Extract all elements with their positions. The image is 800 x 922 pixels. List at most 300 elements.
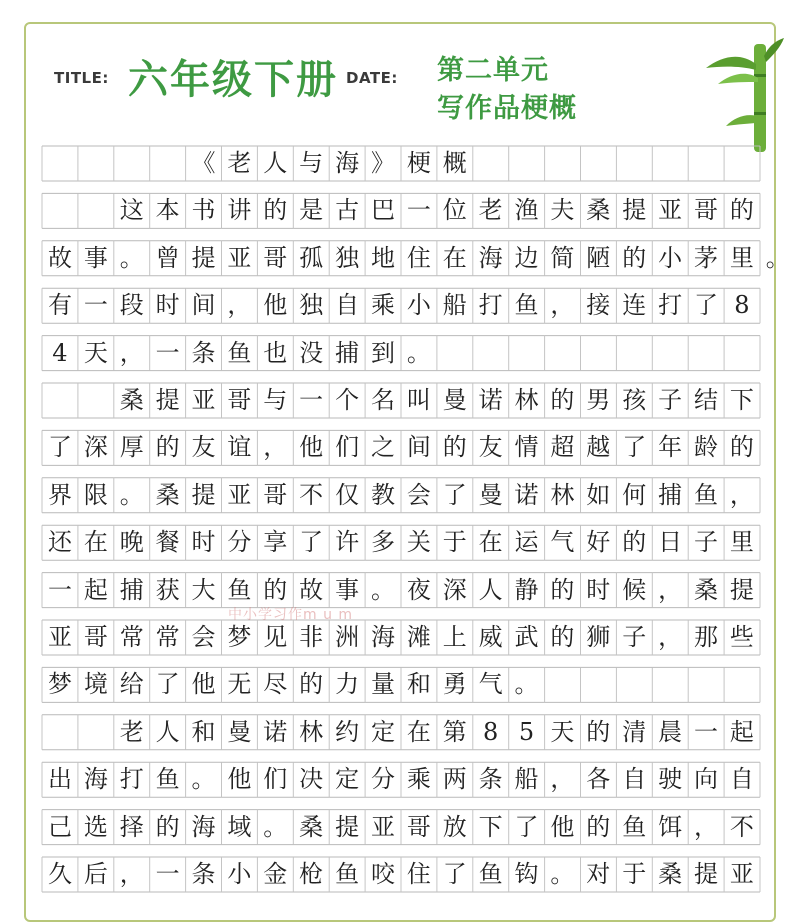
grid-char: 向 [693,765,718,794]
grid-char: 打 [478,291,503,320]
grid-char: 。 [370,575,395,604]
grid-char: 桑 [299,812,324,841]
grid-char: 间 [191,291,216,320]
grid-char: 两 [442,765,467,794]
grid-char: 一 [155,860,180,888]
grid-char: 定 [370,717,395,746]
grid-char [42,193,78,228]
grid-char: ， [729,480,754,509]
grid-char: 哥 [263,243,288,272]
grid-char: 鱼 [693,480,718,509]
essay-row [42,762,760,797]
grid-char: 年 [658,433,683,462]
grid-char: 的 [550,575,575,604]
grid-char: 8 [482,717,499,746]
grid-char: 事 [83,243,108,272]
grid-char: 条 [478,765,503,794]
grid-char: 厚 [119,433,144,462]
grid-char: 情 [514,433,539,462]
grid-char: 了 [514,812,539,841]
grid-char: 鱼 [227,338,252,367]
grid-char: 小 [658,243,683,272]
grid-char: 诺 [514,480,539,509]
grid-char: 力 [335,670,360,699]
grid-char: 狮 [586,623,611,651]
grid-char: 到 [370,338,395,367]
grid-char: 越 [586,433,611,462]
grid-char: 陋 [586,243,611,272]
grid-char: 《 [191,149,216,177]
grid-char: 人 [155,717,180,746]
grid-char: 无 [227,670,252,699]
grid-char: ， [550,765,575,794]
grid-char: 时 [586,575,611,604]
grid-char: 上 [442,623,467,651]
grid-char: 教 [370,480,395,509]
grid-char: 独 [335,243,360,272]
grid-char: 鱼 [227,575,252,604]
grid-char: 里 [729,528,754,557]
grid-char: 。 [550,860,575,888]
grid-char: 曼 [442,386,467,414]
grid-char: 结 [693,386,718,414]
grid-char: 里 [729,243,754,272]
grid-char: 下 [478,812,503,841]
grid-char: 的 [550,623,575,651]
grid-char: 了 [299,528,324,557]
grid-char: 分 [227,528,252,557]
grid-char: 气 [478,670,503,699]
grid-char: 捕 [335,338,360,367]
grid-char: 老 [227,149,252,177]
grid-char: 时 [155,291,180,320]
grid-char: 。 [119,243,144,272]
grid-char: 驶 [658,765,683,794]
grid-char: 亚 [227,243,252,272]
grid-char: 在 [406,717,431,746]
grid-char: 哥 [227,386,252,414]
grid-char: 域 [227,812,252,841]
grid-char: 小 [227,860,252,888]
grid-char: 独 [299,291,324,320]
grid-char: 之 [370,433,395,462]
grid-char: 枪 [299,860,324,888]
grid-char: 了 [622,433,647,462]
essay-row [42,288,760,323]
grid-char [42,146,78,181]
grid-char: 选 [83,812,108,841]
grid-char: 起 [83,575,108,604]
grid-char [78,146,114,181]
grid-char: 叫 [406,386,431,414]
grid-char: 桑 [658,860,683,888]
grid-char: 船 [442,291,467,320]
grid-char: 林 [514,386,539,414]
grid-char: 武 [514,623,539,651]
grid-char: 提 [693,860,718,888]
date-label: DATE: [346,69,398,87]
grid-char [78,715,114,750]
grid-char: 他 [299,433,324,462]
grid-char: 后 [83,860,108,888]
grid-char: 钩 [514,860,539,888]
grid-char: 曼 [227,717,252,746]
grid-char: 一 [47,575,72,604]
grid-char: 夜 [406,575,431,604]
grid-char: 亚 [227,480,252,509]
grid-char: 餐 [155,528,180,557]
grid-char: 自 [335,291,360,320]
grid-char: ， [693,812,718,841]
grid-char: 如 [586,480,611,509]
grid-char: 事 [335,575,360,604]
grid-char: 桑 [119,386,144,414]
grid-char: 常 [119,623,144,651]
grid-char: 的 [622,243,647,272]
grid-char: 约 [335,717,360,746]
grid-char: 8 [734,291,750,320]
grid-char: ， [658,623,683,651]
grid-char: 一 [693,717,718,746]
grid-char: 鱼 [514,291,539,320]
grid-char: 条 [191,860,216,888]
grid-char: 的 [155,433,180,462]
grid-char: 谊 [227,433,252,462]
grid-char: 子 [693,528,718,557]
grid-char: 有 [47,291,72,320]
grid-char: 男 [586,386,611,414]
grid-char: 界 [47,480,72,509]
title-label: TITLE: [54,69,109,87]
grid-char: 限 [83,480,108,509]
unit-label: 第二单元 [437,55,549,86]
grid-char: 不 [299,480,324,509]
grid-char: ， [550,291,575,320]
grid-char: 那 [693,623,718,651]
grid-char: 非 [299,623,324,651]
grid-char: 夫 [550,196,575,225]
grid-char: 小 [406,291,431,320]
grid-char: 海 [335,149,360,177]
grid-char: 鱼 [155,765,180,794]
grid-char: 提 [191,243,216,272]
grid-char: 与 [263,386,288,414]
grid-char: 子 [622,623,647,651]
grid-char: 林 [550,480,575,509]
grid-char: 。 [765,243,790,272]
grid-char: 好 [586,528,611,557]
grid-char [78,383,114,418]
grid-char: 会 [191,623,216,651]
grid-char: 了 [47,433,72,462]
grid-char: 鱼 [478,860,503,888]
grid-char: 本 [155,196,180,225]
grid-char: 己 [47,812,72,841]
grid-char: ， [658,575,683,604]
grid-char: 还 [47,528,72,557]
grid-char: 地 [370,243,395,272]
grid-char: 捕 [658,480,683,509]
grid-char: 住 [406,243,431,272]
grid-char: 4 [52,338,68,367]
grid-char: 在 [442,243,467,272]
assignment-label: 写作品梗概 [437,93,577,124]
grid-char: 享 [263,528,288,557]
grid-char: 。 [191,765,216,794]
grid-char: 梗 [406,149,431,177]
grid-char: 茅 [693,243,718,272]
grid-char: 哥 [263,480,288,509]
grid-char: 讲 [227,196,252,225]
grid-char: 友 [191,433,216,462]
grid-char: 的 [263,575,288,604]
watermark: 中小学习作m u m [228,607,354,623]
grid-char: 了 [442,480,467,509]
grid-char: 了 [693,291,718,320]
essay-row [42,667,760,702]
grid-char: 段 [119,291,144,320]
grid-char: 个 [335,386,360,414]
grid-char: 位 [442,196,467,225]
grid-char: 各 [586,765,611,794]
grid-char: 。 [514,670,539,699]
grid-char: 在 [478,528,503,557]
grid-char: 的 [299,670,324,699]
grid-char: 日 [658,528,683,557]
grid-char: 一 [155,338,180,367]
grid-char: 提 [729,575,754,604]
grid-char: 静 [514,575,539,604]
essay-row [42,478,760,513]
grid-char [42,715,78,750]
grid-char: 子 [658,386,683,414]
grid-char: 多 [370,528,395,557]
grid-char: 人 [263,149,288,177]
grid-char: 量 [370,670,395,699]
writing-grid [42,146,790,904]
grid-char: 些 [729,623,754,651]
grid-char: 和 [191,717,216,746]
grid-char: 巴 [370,196,395,225]
grid-char: 老 [478,196,503,225]
essay-row [42,715,760,750]
grid-char: 故 [299,575,324,604]
grid-char: 下 [729,386,754,414]
grid-char: 书 [191,196,216,225]
grid-char: 关 [406,528,431,557]
grid-char: 给 [119,670,144,699]
grid-char: 深 [83,433,108,462]
grid-char: 边 [514,243,539,272]
bamboo-icon [700,34,784,150]
grid-char: 孩 [622,386,647,414]
grid-char: 常 [155,623,180,651]
grid-char: 久 [47,860,72,888]
grid-char: 海 [478,243,503,272]
grid-char: 间 [406,433,431,462]
grid-char: 古 [335,196,360,225]
grid-char: 》 [370,149,395,177]
grid-char: 第 [442,717,467,746]
grid-char: 住 [406,860,431,888]
grid-char: 金 [263,860,288,888]
grid-char: 哥 [406,812,431,841]
grid-char: 和 [406,670,431,699]
grid-char: 清 [622,717,647,746]
grid-char: 一 [299,386,324,414]
grid-char: 这 [119,196,144,225]
essay-row [42,525,760,560]
grid-char: 提 [335,812,360,841]
grid-char [114,146,150,181]
grid-char: 候 [622,575,647,604]
grid-char: 的 [729,196,754,225]
grid-char: 大 [191,575,216,604]
grid-char: 哥 [83,623,108,651]
grid-char: 运 [514,528,539,557]
grid-char: 孤 [299,243,324,272]
grid-char: 龄 [693,433,718,462]
grid-char: 桑 [586,196,611,225]
essay-row [42,857,760,892]
grid-char: 的 [729,433,754,462]
grid-char: 。 [263,812,288,841]
grid-char: 提 [191,480,216,509]
grid-char: 择 [119,812,144,841]
grid-char: 他 [550,812,575,841]
grid-char [78,193,114,228]
grid-char: 渔 [514,196,539,225]
grid-char: 鱼 [622,812,647,841]
grid-char: 勇 [442,670,467,699]
grid-char: 是 [299,196,324,225]
grid-char: 亚 [370,812,395,841]
grid-char: 自 [622,765,647,794]
essay-row [42,620,760,655]
grid-char: 尽 [263,670,288,699]
worksheet-header [24,22,776,146]
grid-char: 对 [586,860,611,888]
grid-char: 见 [263,623,288,651]
grid-char: 简 [550,243,575,272]
grid-char: 概 [442,149,467,177]
grid-char: ， [227,291,252,320]
grid-char: ， [119,860,144,888]
grid-char: 船 [514,765,539,794]
grid-char: 自 [729,765,754,794]
grid-char: 晚 [119,528,144,557]
grid-char: 乘 [406,765,431,794]
grid-char: 的 [155,812,180,841]
grid-char: 会 [406,480,431,509]
grid-char: 获 [155,575,180,604]
grid-char: 的 [550,386,575,414]
grid-char: 亚 [658,196,683,225]
grid-char: 诺 [263,717,288,746]
grid-char: 与 [299,149,324,177]
grid-char: 他 [227,765,252,794]
grid-char: 深 [442,575,467,604]
grid-char: 何 [622,480,647,509]
grid-char: 人 [478,575,503,604]
grid-char: 5 [518,717,535,746]
grid-char: 也 [263,338,288,367]
grid-char: 老 [119,717,144,746]
grid-char: 许 [335,528,360,557]
grid-char: 友 [478,433,503,462]
grid-char: 一 [406,196,431,225]
grid-char: 他 [191,670,216,699]
grid-char: 放 [442,812,467,841]
grid-char: 桑 [693,575,718,604]
grid-char: 提 [622,196,647,225]
grid-char [150,146,186,181]
grid-char [42,383,78,418]
grid-char: 咬 [370,860,395,888]
grid-char: 提 [155,386,180,414]
grid-char: 。 [119,480,144,509]
grid-char: 海 [83,765,108,794]
grid-char: 一 [83,291,108,320]
grid-char: 的 [586,812,611,841]
grid-char: 条 [191,338,216,367]
grid-char: 接 [586,291,611,320]
grid-char: 的 [622,528,647,557]
grid-char: 故 [47,243,72,272]
grid-char: 连 [622,291,647,320]
grid-char: 饵 [658,812,683,841]
grid-char: 晨 [658,717,683,746]
grid-char: 了 [155,670,180,699]
grid-char: 超 [550,433,575,462]
grid-char: 于 [442,528,467,557]
grid-char: 仅 [335,480,360,509]
essay-row [42,383,760,418]
grid-char: 的 [442,433,467,462]
grid-char: 在 [83,528,108,557]
grid-char: 们 [335,433,360,462]
grid-char: 天 [550,717,575,746]
grid-char: 定 [335,765,360,794]
essay-row [42,573,760,608]
grid-char: ， [119,338,144,367]
grid-char: 没 [299,338,324,367]
grid-char: 桑 [155,480,180,509]
grid-char: 鱼 [335,860,360,888]
essay-title-row [42,146,760,181]
essay-row [42,430,760,465]
essay-row [42,241,790,276]
grid-char: 林 [299,717,324,746]
grid-char: 境 [83,670,108,699]
grid-char: 了 [442,860,467,888]
grid-char: 打 [658,291,683,320]
grid-char: 决 [299,765,324,794]
essay-row [42,336,760,371]
title-value: 六年级下册 [128,56,338,103]
grid-char: 。 [406,338,431,367]
grid-char: 洲 [335,623,360,651]
grid-char: 他 [263,291,288,320]
grid-char: 捕 [119,575,144,604]
grid-char: 曾 [155,243,180,272]
grid-char: 时 [191,528,216,557]
grid-char: 气 [550,528,575,557]
grid-char: 亚 [47,623,72,651]
grid-char: 哥 [693,196,718,225]
grid-char: 名 [370,386,395,414]
grid-char: 滩 [406,623,431,651]
